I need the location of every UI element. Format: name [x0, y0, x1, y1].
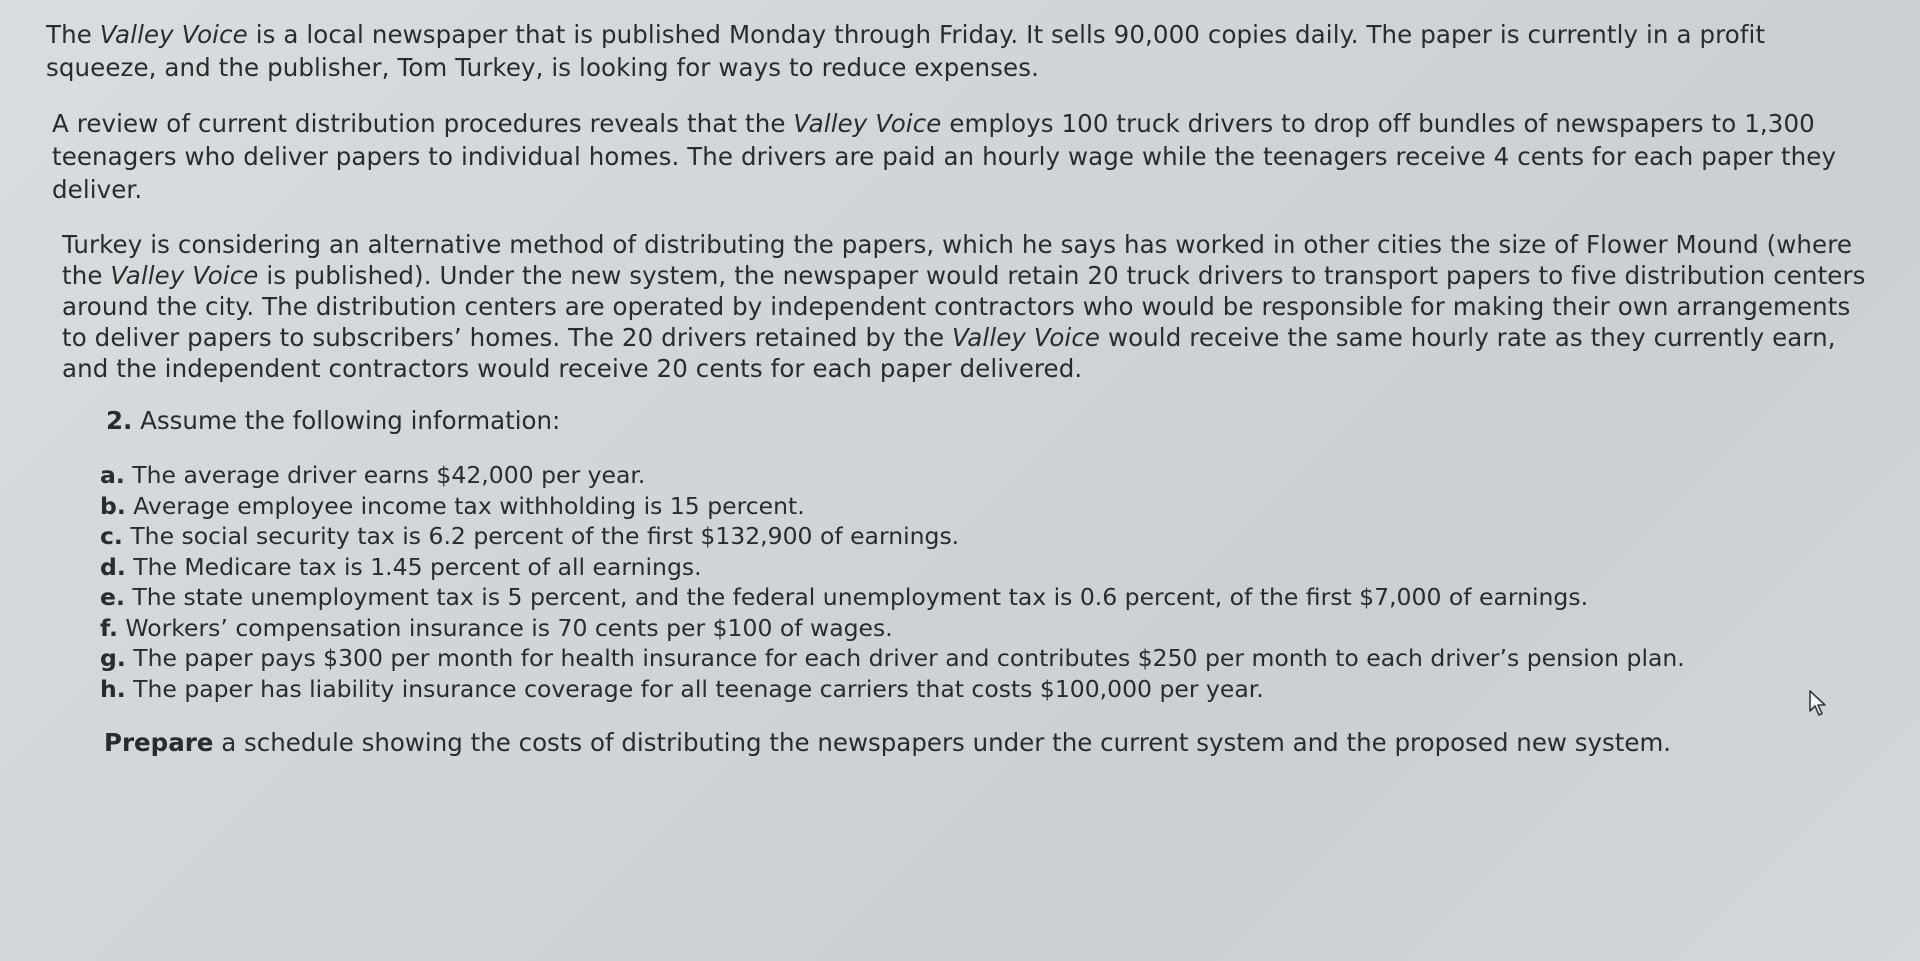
question-heading	[46, 404, 1880, 437]
paragraph-text: employs 100 truck drivers to drop off bundles of newspapers to 1,300 teenagers who deliver papers to individual homes. The drivers are paid an hourly wage while the teenagers receive 4 cents for each paper they deliver.	[52, 109, 1837, 204]
prepare-keyword: Prepare	[104, 728, 214, 757]
newspaper-name: Valley Voice	[952, 323, 1101, 352]
question-number: 2.	[106, 406, 133, 435]
paragraph-text: Turkey is considering an alternative method of distributing the papers, which he says has worked in other cities the size of Flower Mound (where the	[62, 230, 1853, 290]
item-text: The state unemployment tax is 5 percent, and the federal unemployment tax is 0.6 percent, of the first $7,000 of earnings.	[124, 583, 1589, 611]
list-item	[100, 643, 1880, 674]
prepare-instruction	[46, 726, 1880, 759]
newspaper-name: Valley Voice	[110, 261, 259, 290]
question-text: Assume the following information:	[132, 406, 561, 435]
item-text: The Medicare tax is 1.45 percent of all earnings.	[125, 552, 702, 581]
assumption-list	[46, 460, 1880, 704]
item-letter: e.	[100, 583, 125, 611]
list-item	[100, 674, 1880, 705]
item-text: The paper has liability insurance coverage for all teenage carriers that costs $100,000 per year.	[125, 674, 1264, 703]
paragraph-text: The	[46, 20, 100, 49]
item-letter: c.	[100, 522, 123, 550]
item-text: The social security tax is 6.2 percent of the first $132,900 of earnings.	[122, 522, 960, 550]
item-letter: a.	[100, 461, 125, 489]
list-item	[100, 582, 1880, 613]
paragraph-text: would receive the same hourly rate as they currently earn, and the independent contractors would receive 20 cents for each paper delivered.	[62, 323, 1836, 383]
paragraph-text: A review of current distribution procedures reveals that the	[52, 109, 794, 138]
mouse-pointer-icon	[1807, 689, 1831, 717]
list-item	[100, 460, 1880, 491]
list-item	[100, 613, 1880, 644]
list-item	[100, 552, 1880, 583]
item-text: Workers’ compensation insurance is 70 cents per $100 of wages.	[117, 613, 893, 642]
paragraph-text: is published). Under the new system, the newspaper would retain 20 truck drivers to transport papers to five distribution centers around the city. The distribution centers are operated by independent contractors who would be responsible for making their own arrangements to deliver papers to subscribers’ homes. The 20 drivers retained by the	[62, 261, 1866, 352]
item-text: The average driver earns $42,000 per year.	[124, 461, 646, 489]
list-item	[100, 491, 1880, 522]
item-letter: d.	[100, 552, 126, 581]
list-item	[100, 521, 1880, 552]
item-letter: f.	[100, 613, 118, 642]
item-letter: g.	[100, 644, 126, 672]
item-text: The paper pays $300 per month for health insurance for each driver and contributes $250 per month to each driver’s pension plan.	[125, 644, 1685, 672]
newspaper-name: Valley Voice	[99, 20, 248, 49]
paragraph-alternative-method	[46, 229, 1880, 384]
prepare-text: a schedule showing the costs of distributing the newspapers under the current system and the proposed new system.	[213, 728, 1672, 757]
paragraph-text: is a local newspaper that is published Monday through Friday. It sells 90,000 copies daily. The paper is currently in a profit squeeze, and the publisher, Tom Turkey, is looking for ways to reduce expenses.	[46, 20, 1766, 82]
paragraph-current-distribution	[46, 107, 1880, 206]
item-letter: h.	[100, 674, 126, 703]
paragraph-intro	[46, 18, 1880, 84]
newspaper-name: Valley Voice	[793, 109, 942, 138]
item-text: Average employee income tax withholding is 15 percent.	[125, 491, 805, 520]
item-letter: b.	[100, 491, 126, 520]
